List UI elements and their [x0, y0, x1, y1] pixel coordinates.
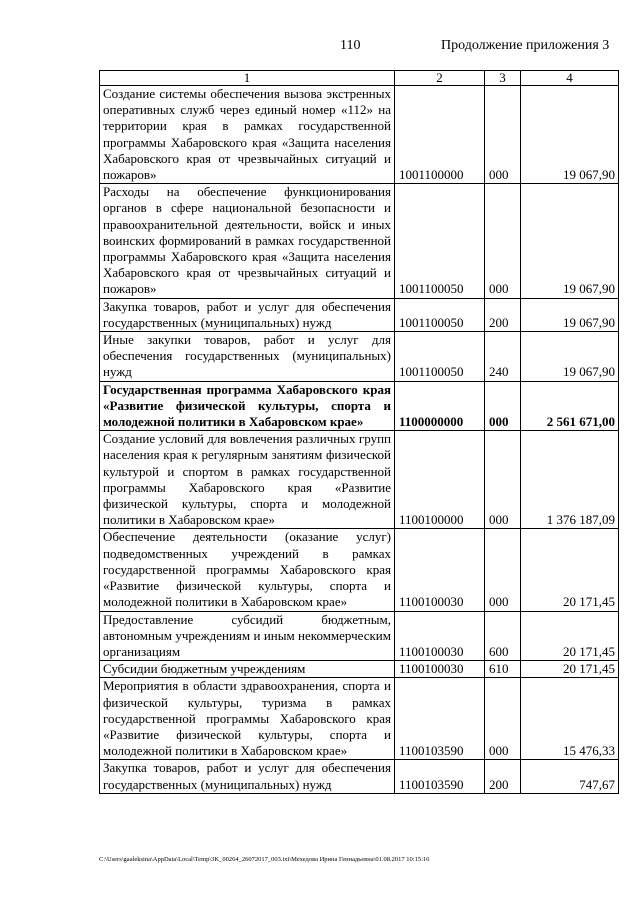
row-amount: 19 067,90	[521, 184, 619, 298]
row-description: Создание системы обеспечения вызова экстренных оперативных служб через единый номер «112» на территории края в рамках государственной программы Хабаровского края «Защита населения Хабаровского края от чрезвычайных ситуаций и пожаров»	[100, 86, 395, 184]
table-row	[100, 611, 619, 661]
row-expense-type: 200	[485, 760, 521, 793]
row-description: Расходы на обеспечение функционирования органов в сфере национальной безопасности и правоохранительной деятельности, войск и иных воинских формирований в рамках государственной программы Хабаровского края «Защита населения Хабаровского края от чрезвычайных ситуаций и пожаров»	[100, 184, 395, 298]
row-amount: 19 067,90	[521, 332, 619, 382]
row-expense-type: 000	[485, 431, 521, 529]
row-target-code: 1100000000	[395, 381, 485, 431]
row-expense-type: 610	[485, 661, 521, 678]
table-row	[100, 431, 619, 529]
row-target-code: 1001100050	[395, 298, 485, 331]
row-description: Закупка товаров, работ и услуг для обеспечения государственных (муниципальных) нужд	[100, 760, 395, 793]
row-target-code: 1100100000	[395, 431, 485, 529]
row-description: Государственная программа Хабаровского края «Развитие физической культуры, спорта и молодежной политики в Хабаровском крае»	[100, 381, 395, 431]
table-row	[100, 184, 619, 298]
row-amount: 19 067,90	[521, 298, 619, 331]
page-number: 110	[340, 38, 361, 53]
table-row	[100, 298, 619, 331]
table-header-row	[100, 71, 619, 86]
table-row	[100, 86, 619, 184]
row-target-code: 1001100000	[395, 86, 485, 184]
row-amount: 747,67	[521, 760, 619, 793]
row-target-code: 1100100030	[395, 661, 485, 678]
table-row	[100, 332, 619, 382]
row-amount: 15 476,33	[521, 678, 619, 760]
table-row	[100, 381, 619, 431]
row-description: Мероприятия в области здравоохранения, спорта и физической культуры, туризма в рамках государственной программы Хабаровского края «Развитие физической культуры, спорта и молодежной политики в Хабаровском крае»	[100, 678, 395, 760]
row-description: Обеспечение деятельности (оказание услуг) подведомственных учреждений в рамках государственной программы Хабаровского края «Развитие физической культуры, спорта и молодежной политики в Хабаровском крае»	[100, 529, 395, 611]
row-target-code: 1001100050	[395, 184, 485, 298]
row-amount: 20 171,45	[521, 529, 619, 611]
budget-table-body	[100, 71, 619, 794]
table-row	[100, 760, 619, 793]
row-target-code: 1100103590	[395, 760, 485, 793]
appendix-label: Продолжение приложения 3	[441, 38, 610, 53]
row-target-code: 1100103590	[395, 678, 485, 760]
row-description: Субсидии бюджетным учреждениям	[100, 661, 395, 678]
row-description: Предоставление субсидий бюджетным, автономным учреждениям и иным некоммерческим организациям	[100, 611, 395, 661]
file-path-footer: C:\Users\gaaleksina\AppData\Local\Temp\3K_00264_26072017_003.txt\Мехедова Ирина Геннадьевна\01.08.2017 10:15:16	[99, 856, 430, 863]
row-target-code: 1100100030	[395, 529, 485, 611]
budget-table	[99, 70, 619, 794]
column-header-1: 1	[100, 71, 395, 86]
row-description: Создание условий для вовлечения различных групп населения края к регулярным занятиям физической культурой и спортом в рамках государственной программы Хабаровского края «Развитие физической культуры, спорта и молодежной политики в Хабаровском крае»	[100, 431, 395, 529]
row-amount: 19 067,90	[521, 86, 619, 184]
row-amount: 20 171,45	[521, 611, 619, 661]
row-amount: 2 561 671,00	[521, 381, 619, 431]
column-header-4: 4	[521, 71, 619, 86]
row-expense-type: 000	[485, 529, 521, 611]
row-expense-type: 000	[485, 86, 521, 184]
row-description: Закупка товаров, работ и услуг для обеспечения государственных (муниципальных) нужд	[100, 298, 395, 331]
table-row	[100, 661, 619, 678]
row-expense-type: 000	[485, 381, 521, 431]
row-expense-type: 240	[485, 332, 521, 382]
column-header-3: 3	[485, 71, 521, 86]
row-target-code: 1100100030	[395, 611, 485, 661]
row-expense-type: 200	[485, 298, 521, 331]
column-header-2: 2	[395, 71, 485, 86]
row-description: Иные закупки товаров, работ и услуг для обеспечения государственных (муниципальных) нужд	[100, 332, 395, 382]
row-target-code: 1001100050	[395, 332, 485, 382]
row-amount: 1 376 187,09	[521, 431, 619, 529]
row-amount: 20 171,45	[521, 661, 619, 678]
table-row	[100, 678, 619, 760]
table-row	[100, 529, 619, 611]
row-expense-type: 000	[485, 184, 521, 298]
row-expense-type: 000	[485, 678, 521, 760]
row-expense-type: 600	[485, 611, 521, 661]
